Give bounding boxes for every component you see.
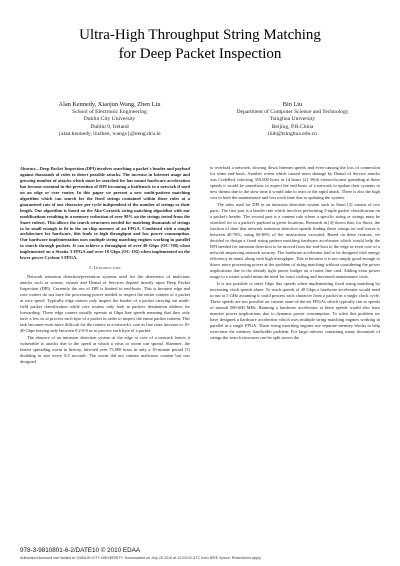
intro-paragraph-1: Network intrusion detection/prevention systems used for the deterrence of malicious attacks such as worms, viruses and Denial of Services depend heavily upon Deep Packet Inspection (DPI). Currently the use of DPI is limited to end-hosts. This is because edge and core routers do not have the processing power needed to inspect the entire content of a packet at wire speed. Typically edge routers only inspect the header of a packet carrying out multi-field packet classification while core routers only look at packets destination address for forwarding. These edge routers usually operate at Gbps line speeds meaning that they only have a few ns to process each byte of a packet in order to inspect the entire packet content. This task becomes even more difficult for the routers at a network's core as line rates increase to 10-40 Gbps leaving only between 0.2-0.8 ns to process each byte of a packet. bbox=[20, 274, 190, 333]
abstract-text: —Deep Packet Inspection (DPI) involves searching a packet's header and payload against thousands of rules to detect possible attacks. The increase in Internet usage and growing number of attacks which must be searched for has meant hardware acceleration has become essential in the prevention of DPI becoming a bottleneck to a network if used on an edge or core router. In this paper we present a new multi-pattern matching algorithm which can search for the fixed strings contained within these rules at a guaranteed rate of one character per cycle independent of the number of strings or their length. Our algorithm is based on the Aho-Corasick string matching algorithm with our modifications resulting in a memory reduction of over 98% on the strings tested from the Snort ruleset. This allows the search structures needed for matching thousands of strings to be small enough to fit in the on-chip memory of an FPGA. Combined with a simple architecture for hardware, this leads to high throughput and low power consumption. Our hardware implementation uses multiple string matching engines working in parallel to search through packets. It can achieve a throughput of over 40 Gbps (OC-768) when implemented on a Stratix 3 FPGA and over 10 Gbps (OC-192) when implemented on the lower power Cyclone 3 FPGA. bbox=[20, 166, 190, 261]
author-city-left: Dublin 9, Ireland bbox=[90, 123, 129, 130]
left-column bbox=[20, 166, 190, 367]
author-institution-right: Tsinghua University bbox=[269, 116, 316, 123]
author-city-right: Beijing, P.R.China bbox=[271, 123, 314, 130]
right-column bbox=[210, 165, 380, 342]
author-institution-left: Dublin City University bbox=[83, 116, 136, 123]
paper-title bbox=[0, 26, 400, 64]
abstract bbox=[20, 166, 190, 261]
license-notice: Authorized licensed use limited to: DUBLIN CITY UNIVERSITY. Downloaded on July 20,2010 at 12:25:03 UTC from IEEE Xplore. Restrictions apply. bbox=[20, 556, 262, 560]
abstract-lead: Abstract bbox=[20, 166, 36, 171]
right-paragraph-3: It is not possible to meet Gbps line speeds when implementing fixed string matching by increasing clock speeds alone. To reach speeds of 40 Gbps a hardware accelerator would need to run at 5 GHz assuming it could process each character from a packet in a single clock cycle. These speeds are not possible on current state-of-the-art FPGAs which typically run at speeds of around 500-600 MHz. Running a hardware accelerator at these speeds would also have massive power implications due to dynamic power consumption. To solve this problem we have designed a hardware accelerator which uses multiple string matching engines working in parallel in a single FPGA. These string matching engines use separate memory blocks to help overcome the memory bandwidth problem. For large rulesets containing many thousands of strings the search structures can be split across the bbox=[210, 281, 380, 340]
paper-title-line-1: Ultra-High Throughput String Matching bbox=[79, 27, 321, 43]
author-email-left: {alan.kennedy, liuzhen, wangx}@eeng.dcu.ie bbox=[58, 131, 161, 138]
author-names-left: Alan Kennedy, Xiaojun Wang, Zhen Liu bbox=[58, 101, 161, 108]
right-paragraph-1: to overload a network, slowing down Internet speeds and even causing the loss of connection for some end-hosts. Another worm which caused mass damage by Denial of Service attacks was CodeRed, infecting 359,000 hosts in 14 hours [2]. With viruses/worms spreading at these speeds it would be unrealistic to expect the end-hosts of a network to update their systems to new threats due to the slow time it would take to react to the rapid attack. There is also the high cost in both the maintenance and lost work time due to updating the system. bbox=[210, 165, 380, 200]
author-email-right: liub@tsinghua.edu.cn bbox=[268, 131, 317, 138]
author-names-right: Bin Liu bbox=[282, 101, 303, 108]
right-paragraph-2: The rules used for DPI in an intrusion detection system such as Snort [3] consist of two parts. The first part is a header rule which involves performing 5-tuple packet classification on a packet's header. The second part is a content rule where a specific string or strings must be searched for in a packet's payload at given locations. Research in [4] shows that, for Snort, the fraction of time that network intrusion detection spends finding these strings on real traces is between 40-70%, using 60-80% of the instructions executed. Based on these reasons, we decided to design a fixed string pattern matching hardware accelerator which would help the DPI needed for intrusion detection to be moved from the end-host to the edge or even core of a network improving network security. The hardware accelerator had to be designed with energy efficiency in mind, along with high throughput. This is because it is not simply good enough to throw more processing power at the problem of string matching without considering the power implications due to the already tight power budget on a router line card. Adding extra power usage to a router would mean the need for extra cooling and increased maintenance costs. bbox=[210, 202, 380, 279]
paper-title-line-2: for Deep Packet Inspection bbox=[118, 46, 282, 62]
isbn-footer: 978-3-9810801-6-2/DATE10 © 2010 EDAA bbox=[20, 547, 141, 554]
section-heading-introduction: I. Introduction bbox=[89, 265, 121, 271]
author-block-left bbox=[22, 100, 197, 139]
author-dept-right: Department of Computer Science and Technology bbox=[236, 109, 349, 115]
author-dept-left: School of Electronic Engineering bbox=[72, 109, 147, 115]
author-block-right bbox=[205, 100, 380, 139]
intro-paragraph-2: The absence of an intrusion detection system at the edge or core of a network leaves it vulnerable to attacks due to the speed at which a virus or worm can spread. Slammer, the fastest spreading worm in history, infected over 75,000 hosts in only a 10-minute period [1] doubling in size every 8.5 seconds. The worm did not contain malicious content but was designed bbox=[20, 335, 190, 365]
